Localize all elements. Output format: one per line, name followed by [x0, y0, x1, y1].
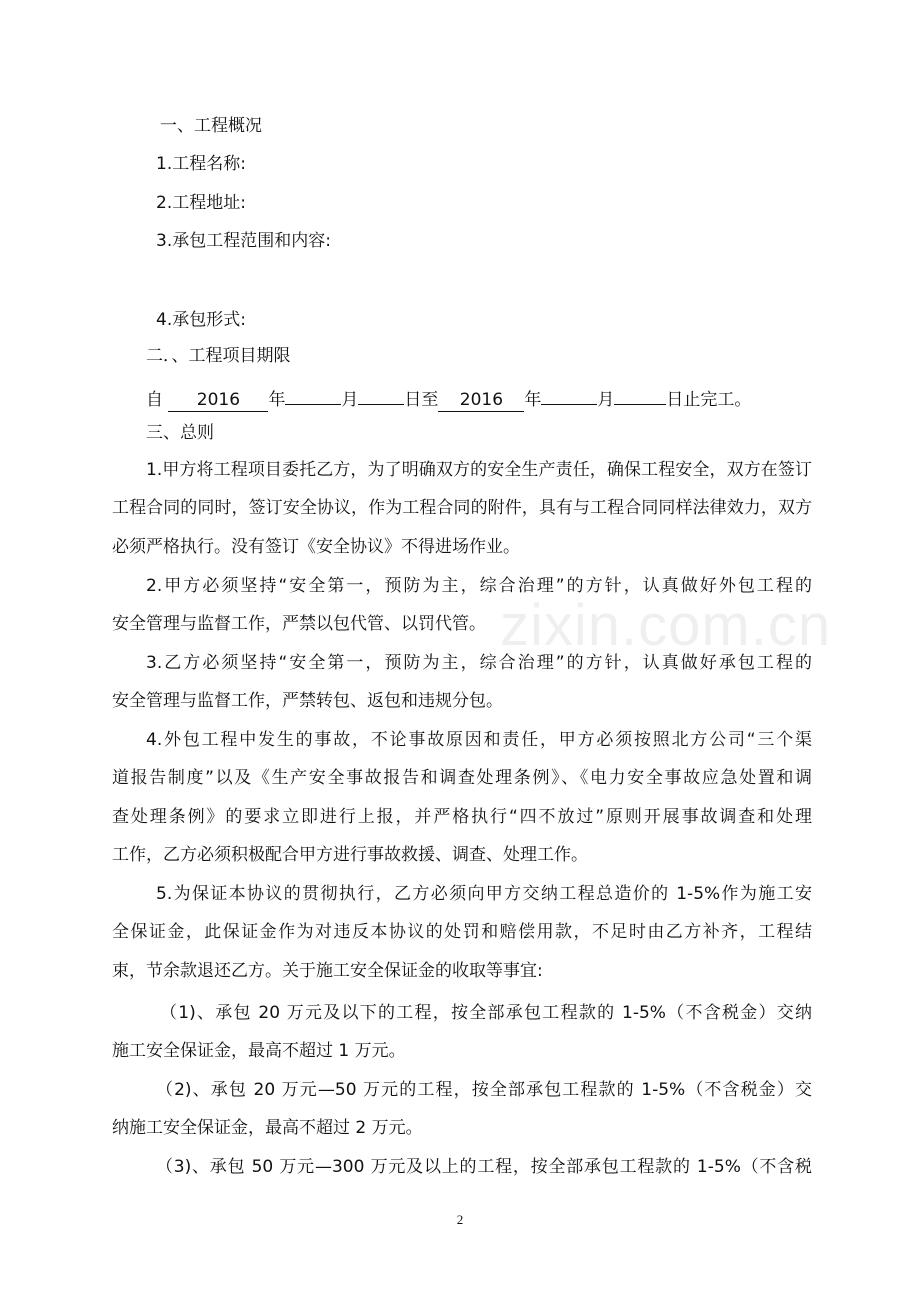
item-2-line-1: （2)、承包 20 万元—50 万元的工程，按全部承包工程款的 1-5%（不含税金）交	[156, 1080, 812, 1100]
para-3-line-1: 3.乙方必须坚持“安全第一，预防为主，综合治理”的方针，认真做好承包工程的	[146, 653, 812, 673]
start-month-field	[285, 383, 341, 405]
contract-scope-label: 3.承包工程范围和内容:	[156, 231, 331, 251]
para-4-line-4: 工作，乙方必须积极配合甲方进行事故救援、调查、处理工作。	[112, 845, 588, 865]
para-1-line-3: 必须严格执行。没有签订《安全协议》不得进场作业。	[112, 537, 520, 557]
end-day-field	[614, 383, 666, 405]
section-3-title: 三、总则	[146, 423, 214, 443]
start-day-field	[358, 383, 404, 405]
day-to-text: 日至	[404, 390, 439, 410]
para-1-line-1: 1.甲方将工程项目委托乙方，为了明确双方的安全生产责任，确保工程安全，双方在签订	[146, 460, 812, 480]
project-name-label: 1.工程名称:	[156, 154, 246, 174]
watermark: zixin.com.cn	[500, 593, 832, 658]
para-5-line-3: 束，节余款退还乙方。关于施工安全保证金的收取等事宜:	[112, 961, 543, 981]
year-text-2: 年	[524, 390, 542, 410]
month-text-2: 月	[597, 390, 615, 410]
para-4-line-3: 查处理条例》的要求立即进行上报，并严格执行“四不放过”原则开展事故调查和处理	[112, 807, 812, 827]
para-1-line-2: 工程合同的同时，签订安全协议，作为工程合同的附件，具有与工程合同同样法律效力，双方	[112, 498, 812, 518]
para-5-line-2: 全保证金，此保证金作为对违反本协议的处罚和赔偿用款，不足时由乙方补齐，工程结	[112, 922, 812, 942]
start-year-field: 2016	[168, 390, 268, 412]
para-3-line-2: 安全管理与监督工作，严禁转包、返包和违规分包。	[112, 691, 503, 711]
end-year-field: 2016	[438, 390, 524, 412]
end-month-field	[541, 383, 597, 405]
page-number: 2	[456, 1212, 464, 1227]
period-line	[146, 383, 751, 412]
month-text: 月	[341, 390, 359, 410]
contract-form-label: 4.承包形式:	[156, 310, 246, 330]
para-5-line-1: 5.为保证本协议的贯彻执行，乙方必须向甲方交纳工程总造价的 1-5%作为施工安	[156, 884, 812, 904]
item-2-line-2: 纳施工安全保证金，最高不超过 2 万元。	[112, 1118, 423, 1138]
from-text: 自	[146, 390, 163, 410]
para-2-line-2: 安全管理与监督工作，严禁以包代管、以罚代管。	[112, 614, 486, 634]
year-text: 年	[268, 390, 286, 410]
item-1-line-1: （1)、承包 20 万元及以下的工程，按全部承包工程款的 1-5%（不含税金）交纳	[160, 1003, 812, 1023]
item-1-line-2: 施工安全保证金，最高不超过 1 万元。	[112, 1041, 406, 1061]
project-address-label: 2.工程地址:	[156, 193, 246, 213]
item-3-line-1: （3)、承包 50 万元—300 万元及以上的工程，按全部承包工程款的 1-5%（不含税	[156, 1157, 812, 1177]
para-2-line-1: 2.甲方必须坚持“安全第一，预防为主，综合治理”的方针，认真做好外包工程的	[146, 576, 812, 596]
end-text: 日止完工。	[666, 390, 752, 410]
section-2-title: 二．、工程项目期限	[146, 346, 291, 366]
para-4-line-1: 4.外包工程中发生的事故，不论事故原因和责任，甲方必须按照北方公司“三个渠	[146, 730, 812, 750]
para-4-line-2: 道报告制度”以及《生产安全事故报告和调查处理条例》、《电力安全事故应急处置和调	[112, 768, 812, 788]
section-1-title: 一、工程概况	[160, 116, 262, 136]
